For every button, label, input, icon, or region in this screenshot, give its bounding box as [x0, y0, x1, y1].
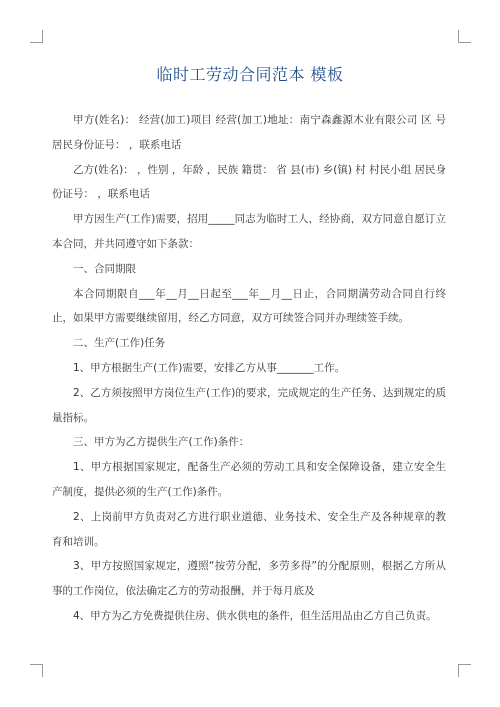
- term-clause: 本合同期限自___年__月__日起至___年__月__日止，合同期满劳动合同自行终止，如果甲方需要继续留用，经乙方同意，双方可续签合同并办理续签手续。: [52, 287, 446, 325]
- crop-mark-bottom-right: [458, 664, 471, 677]
- crop-mark-bottom-left: [30, 664, 43, 677]
- party-b-info: 乙方(姓名)： ，性别 ，年龄 ，民族 籍贯： 省 县(市) 乡(镇) 村 村民小组 居民身份证号： ，联系电话: [52, 163, 446, 201]
- task-clause-1: 1、甲方根据生产(工作)需要，安排乙方从事_______工作。: [73, 361, 346, 374]
- condition-clause-3: 3、甲方按照国家规定，遵照“按劳分配，多劳多得”的分配原则，根据乙方所从事的工作岗位，依法确定乙方的劳动报酬，并于每月底及: [52, 560, 446, 598]
- section-heading-tasks: 二、生产(工作)任务: [73, 337, 166, 350]
- crop-mark-top-left: [30, 30, 43, 43]
- section-heading-conditions: 三、甲方为乙方提供生产(工作)条件：: [73, 436, 250, 449]
- condition-clause-1: 1、甲方根据国家规定，配备生产必须的劳动工具和安全保障设备，建立安全生产制度，提供必须的生产(工作)条件。: [52, 461, 446, 498]
- crop-mark-top-right: [458, 30, 471, 43]
- document-body: [52, 108, 446, 629]
- party-a-info: 甲方(姓名)： 经营(加工)项目 经营(加工)地址：南宁森鑫源木业有限公司 区 号 居民身份证号： ，联系电话: [52, 114, 446, 151]
- document-title: 临时工劳动合同范本 模板: [156, 65, 344, 84]
- condition-clause-2: 2、上岗前甲方负责对乙方进行职业道德、业务技术、安全生产及各种规章的教育和培训。: [52, 510, 446, 548]
- section-heading-term: 一、合同期限: [73, 262, 136, 275]
- task-clause-2: 2、乙方须按照甲方岗位生产(工作)的要求，完成规定的生产任务、达到规定的质量指标。: [52, 386, 446, 424]
- condition-clause-4: 4、甲方为乙方免费提供住房、供水供电的条件，但生活用品由乙方自己负责。: [73, 609, 437, 622]
- preamble: 甲方因生产(工作)需要，招用_____同志为临时工人，经协商，双方同意自愿订立本合同，并共同遵守如下条款：: [52, 213, 446, 250]
